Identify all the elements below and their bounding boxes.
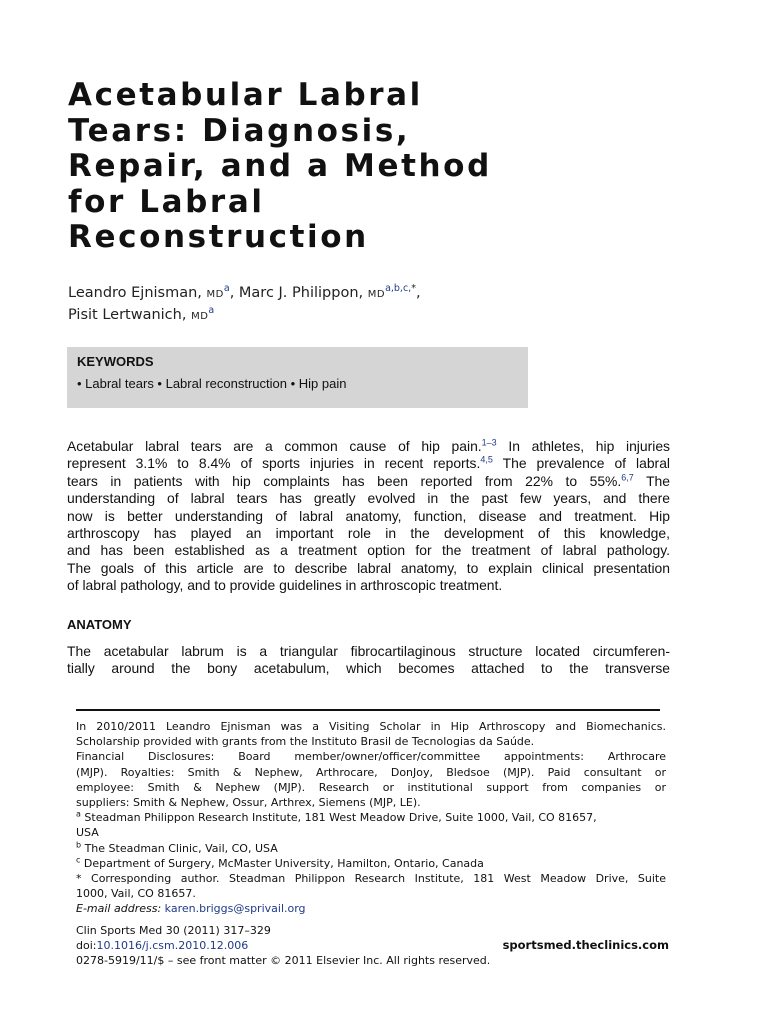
- author-separator: ,: [415, 285, 421, 301]
- journal-website[interactable]: sportsmed.theclinics.com: [502, 938, 669, 952]
- text-line: represent 3.1% to 8.4% of sports injuries in recent reports.$^{4,5}$ The prevalence of labral: [67, 454, 670, 472]
- keywords-box: [67, 347, 528, 408]
- email-label: E-mail address:: [76, 902, 162, 916]
- footnote-line: Financial Disclosures: Board member/owner/officer/committee appointments: Arthrocare: [76, 750, 666, 764]
- doi-line: doi:10.1016/j.csm.2010.12.006: [76, 939, 249, 953]
- citation-ref[interactable]: 1–3: [481, 437, 497, 448]
- footnote-divider: [76, 709, 660, 711]
- text-line: Acetabular labral tears are a common cause of hip pain.$^{1-3}$ In athletes, hip injuries: [67, 437, 670, 454]
- doi-link[interactable]: 10.1016/j.csm.2010.12.006: [96, 939, 249, 953]
- affiliation-a: $^a$ Steadman Philippon Research Institute, 181 West Meadow Drive, Suite 1000, Vail, CO 81657,: [76, 809, 597, 825]
- author-name: Leandro Ejnisman,: [68, 285, 202, 301]
- text-line: now is better understanding of labral anatomy, function, disease and treatment. Hip: [67, 507, 670, 524]
- text-line: tears in patients with hip complaints has been reported from 22% to 55%.$^{6,7}$ The: [67, 472, 671, 489]
- text-line: arthroscopy has played an important role in the development of this knowledge,: [67, 525, 670, 542]
- keywords-heading: KEYWORDS: [77, 354, 154, 369]
- anatomy-paragraph: [67, 643, 670, 678]
- author-line-1: [68, 283, 668, 305]
- text-line: The acetabular labrum is a triangular fibrocartilaginous structure located circumferen-: [67, 643, 670, 659]
- article-title: [68, 78, 588, 256]
- affiliation-mark[interactable]: a: [223, 283, 230, 295]
- affiliation-a-cont: USA: [76, 826, 99, 840]
- title-line-3: Repair, and a Method: [68, 148, 492, 184]
- footnotes: [76, 719, 666, 917]
- affiliation-mark[interactable]: a: [208, 305, 215, 317]
- text-line: and has been established as a treatment option for the treatment of labral pathology.: [67, 542, 670, 559]
- email-link[interactable]: karen.briggs@sprivail.org: [164, 902, 306, 916]
- affiliation-c: $^c$ Department of Surgery, McMaster University, Hamilton, Ontario, Canada: [76, 855, 484, 870]
- author-line-2: [68, 305, 668, 327]
- title-line-5: Reconstruction: [68, 219, 369, 255]
- author-list: [68, 283, 668, 327]
- corresponding-star: *: [411, 283, 416, 295]
- keywords-list: • Labral tears • Labral reconstruction • Hip pain: [77, 376, 347, 391]
- copyright-line: 0278-5919/11/$ – see front matter © 2011 Elsevier Inc. All rights reserved.: [76, 954, 491, 968]
- corresponding-author-cont: 1000, Vail, CO 81657.: [76, 887, 196, 901]
- author-degree: MD: [191, 311, 209, 322]
- author-degree: MD: [206, 289, 224, 300]
- text-line: understanding of labral tears has greatly evolved in the past few years, and there: [67, 490, 670, 507]
- intro-paragraph: [67, 438, 670, 595]
- text-line: of labral pathology, and to provide guidelines in arthroscopic treatment.: [67, 577, 503, 594]
- citation-ref[interactable]: 4,5: [480, 454, 493, 465]
- footnote-line: employee: Smith & Nephew (MJP). Research or institutional support from companies or: [76, 780, 666, 794]
- affiliation-mark[interactable]: a,b,c,: [385, 283, 412, 295]
- author-name: Marc J. Philippon,: [238, 285, 364, 301]
- footnote-line: Scholarship provided with grants from the Instituto Brasil de Tecnologias da Saúde.: [76, 735, 535, 749]
- title-line-4: for Labral: [68, 183, 265, 220]
- author-separator: ,: [229, 285, 235, 301]
- footnote-line: In 2010/2011 Leandro Ejnisman was a Visiting Scholar in Hip Arthroscopy and Biomechanics.: [76, 720, 666, 733]
- author-name: Pisit Lertwanich,: [68, 307, 187, 323]
- title-line-2: Tears: Diagnosis,: [68, 112, 411, 149]
- text-line: tially around the bony acetabulum, which becomes attached to the transverse: [67, 660, 670, 677]
- author-degree: MD: [367, 289, 386, 300]
- text-line: The goals of this article are to describe labral anatomy, to explain clinical presentation: [67, 559, 670, 576]
- footnote-line: suppliers: Smith & Nephew, Ossur, Arthrex, Siemens (MJP, LE).: [76, 796, 421, 810]
- email-line: [76, 901, 666, 916]
- citation-ref[interactable]: 6,7: [621, 472, 634, 483]
- corresponding-author: * Corresponding author. Steadman Philippon Research Institute, 181 West Meadow Drive, Suite: [76, 872, 666, 886]
- title-line-1: Acetabular Labral: [68, 77, 423, 113]
- section-heading-anatomy: ANATOMY: [67, 617, 132, 632]
- journal-citation: Clin Sports Med 30 (2011) 317–329: [76, 924, 271, 937]
- footnote-line: (MJP). Royalties: Smith & Nephew, Arthrocare, DonJoy, Bledsoe (MJP). Paid consultant or: [76, 765, 666, 779]
- affiliation-b: $^b$ The Steadman Clinic, Vail, CO, USA: [76, 839, 278, 855]
